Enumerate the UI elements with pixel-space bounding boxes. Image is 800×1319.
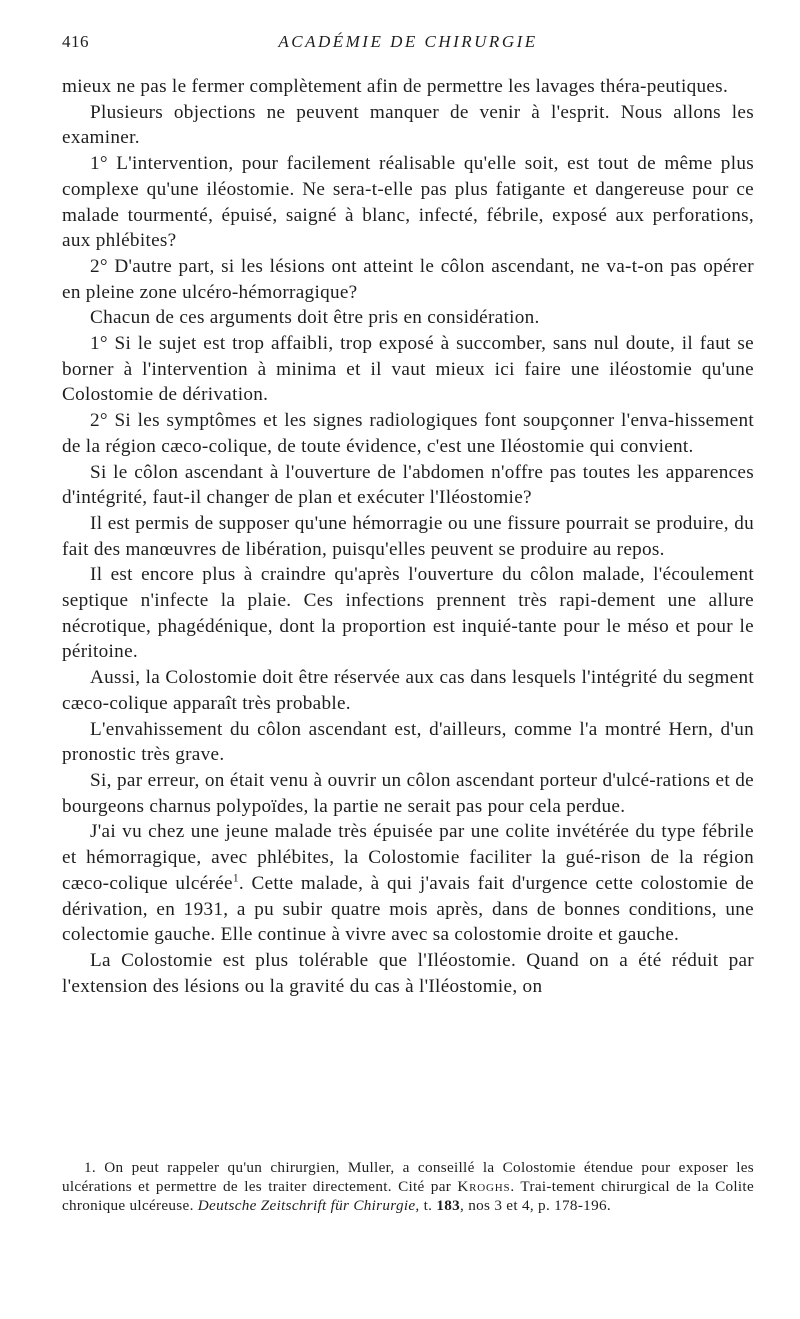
paragraph: L'envahissement du côlon ascendant est, d'ailleurs, comme l'a montré Hern, d'un pronostic très grave. [62, 718, 754, 766]
paragraph: 1° L'intervention, pour facilement réalisable qu'elle soit, est tout de même plus complexe qu'une iléostomie. Ne sera-t-elle pas plus fatigante et dangereuse pour ce malade tourmenté, épuisé, saigné à blanc, infecté, fébrile, exposé aux perforations, aux phlébites? [62, 153, 754, 252]
footnote-volume-prefix: t. [423, 1197, 433, 1214]
footnote [62, 1158, 754, 1215]
running-title: ACADÉMIE DE CHIRURGIE [278, 32, 538, 51]
paragraph: mieux ne pas le fermer complètement afin de permettre les lavages théra-peutiques. [62, 76, 729, 97]
body-text [62, 74, 754, 999]
footnote-number: 1. [84, 1159, 96, 1176]
paragraph-text: J'ai vu chez une jeune malade très épuisée par une colite invétérée du type fébrile et hémorragique, avec phlébites, la Colostomie faciliter la gué-rison de la région cæco-colique ulcérée [62, 821, 754, 894]
footnote-author: Kroghs [457, 1178, 511, 1195]
paragraph: Si le côlon ascendant à l'ouverture de l'abdomen n'offre pas toutes les apparences d'intégrité, faut-il changer de plan et exécuter l'Iléostomie? [62, 461, 754, 509]
paragraph-with-footnote [62, 819, 754, 948]
paragraph: 2° D'autre part, si les lésions ont atteint le côlon ascendant, ne va-t-on pas opérer en pleine zone ulcéro-hémorragique? [62, 255, 754, 303]
paragraph: Plusieurs objections ne peuvent manquer de venir à l'esprit. Nous allons les examiner. [62, 101, 754, 149]
footnote-text: On peut rappeler qu'un chirurgien, Muller, a conseillé la Colostomie étendue pour exposer les ulcérations et permettre de les traiter directement. Cité par [62, 1159, 754, 1195]
paragraph: 2° Si les symptômes et les signes radiologiques font soupçonner l'enva-hissement de la région cæco-colique, de toute évidence, c'est une Iléostomie qui convient. [62, 410, 754, 457]
footnotes [62, 1158, 754, 1215]
paragraph: Chacun de ces arguments doit être pris en considération. [90, 307, 540, 329]
paragraph-text: . Cette malade, à qui j'avais fait d'urgence cette colostomie de dérivation, en 1931, a pu subir quatre mois après, dans de bonnes conditions, une colectomie gauche. Elle continue à vivre avec sa colostomie droite et gauche. [62, 872, 754, 946]
paragraph: Si, par erreur, on était venu à ouvrir un côlon ascendant porteur d'ulcé-rations et de bourgeons charnus polypoïdes, la partie ne serait pas pour cela perdue. [62, 769, 754, 817]
page-number: 416 [62, 32, 89, 51]
footnote-volume: 183 [436, 1197, 461, 1214]
paragraph: Il est encore plus à craindre qu'après l'ouverture du côlon malade, l'écoulement septique n'infecte la plaie. Ces infections prennent très rapi-dement une allure nécrotique, phagédénique, dont la proportion est inquié-tante pour le méso et pour le péritoine. [62, 564, 754, 663]
footnote-text: . Trai-tement chirurgical de la Colite chronique ulcéreuse. [62, 1178, 754, 1214]
footnote-reference[interactable]: 1 [232, 872, 239, 885]
paragraph: Il est permis de supposer qu'une hémorragie ou une fissure pourrait se produire, du fait des manœuvres de libération, puisqu'elles peuvent se produire au repos. [62, 512, 754, 560]
page-header [62, 32, 754, 56]
footnote-journal: Deutsche Zeitschrift für Chirurgie, [197, 1197, 420, 1214]
paragraph: Aussi, la Colostomie doit être réservée aux cas dans lesquels l'intégrité du segment cæco-colique apparaît très probable. [62, 667, 754, 714]
paragraph: La Colostomie est plus tolérable que l'Iléostomie. Quand on a été réduit par l'extension des lésions ou la gravité du cas à l'Iléostomie, on [62, 949, 754, 997]
paragraph: 1° Si le sujet est trop affaibli, trop exposé à succomber, sans nul doute, il faut se borner à l'intervention à minima et il vaut mieux ici faire une iléostomie qu'une Colostomie de dérivation. [62, 333, 754, 406]
footnote-pages: , nos 3 et 4, p. 178-196. [460, 1197, 611, 1214]
